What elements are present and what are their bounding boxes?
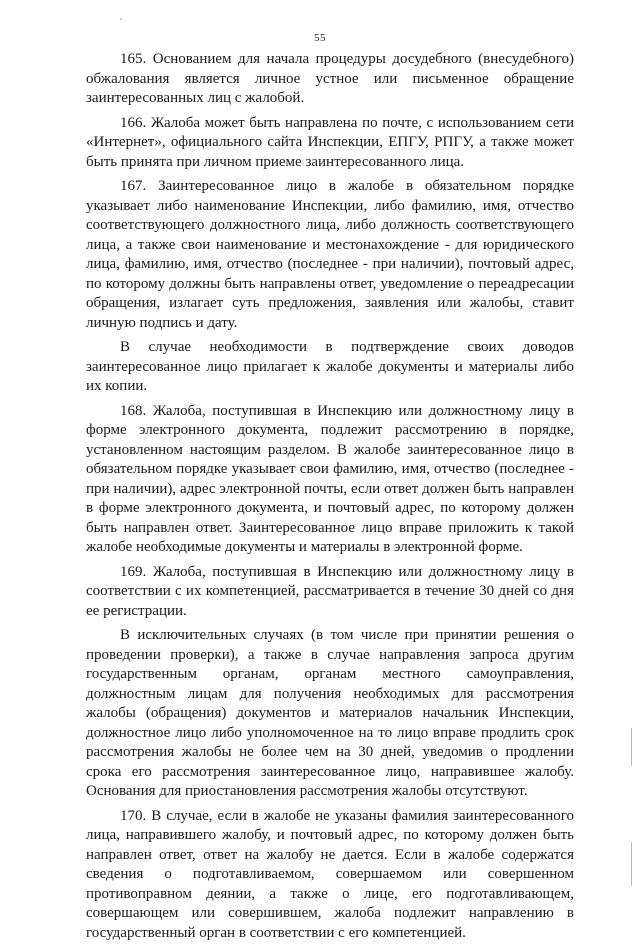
paragraph-167: 167. Заинтересованное лицо в жалобе в обязательном порядке указывает либо наименование Инспекции, либо фамилию, имя, отчество соответствующего должностного лица, либо должность соответствующего лица, а также свои наименование и местонахождение - для юридического лица, фамилию, имя, отчество (последнее - при наличии), почтовый адрес, по которому должны быть направлены ответ, уведомление о переадресации обращения, излагает суть предложения, заявления или жалобы, ставит личную подпись и дату.: [86, 178, 574, 331]
scan-edge-mark: [631, 728, 632, 766]
page-number: 55: [314, 32, 326, 44]
paragraph-170: 170. В случае, если в жалобе не указаны фамилия заинтересованного лица, направившего жалобу, и почтовый адрес, по которому должен быть направлен ответ, ответ на жалобу не дается. Если в жалобе содержатся сведения о подготавливаемом, совершаемом или совершенном противоправном деянии, а также о лице, его подготавливающем, совершающем или совершившем, жалоба подлежит направлению в государственный орган в соответствии с его компетенцией.: [86, 807, 574, 941]
document-body: [86, 50, 574, 948]
paragraph-169-exception: В исключительных случаях (в том числе при принятии решения о проведении проверки), а также в случае направления запроса другим государственным органам, органам местного самоуправления, должностным лицам для получения необходимых для рассмотрения жалобы (обращения) документов и материалов начальник Инспекции, должностное лицо либо уполномоченное на то лицо вправе продлить срок рассмотрения жалобы не более чем на 30 дней, уведомив о продлении срока его рассмотрения заинтересованное лицо, направившее жалобу. Основания для приостановления рассмотрения жалобы отсутствуют.: [86, 627, 574, 799]
paragraph-167-supplement: В случае необходимости в подтверждение своих доводов заинтересованное лицо прилагает к жалобе документы и материалы либо их копии.: [86, 339, 574, 394]
paragraph-168: 168. Жалоба, поступившая в Инспекцию или должностному лицу в форме электронного документа, подлежит рассмотрению в порядке, установленном настоящим разделом. В жалобе заинтересованное лицо в обязательном порядке указывает свои фамилию, имя, отчество (последнее - при наличии), адрес электронной почты, если ответ должен быть направлен в форме электронного документа, и почтовый адрес, по которому должен быть направлен ответ. Заинтересованное лицо вправе приложить к такой жалобе необходимые документы и материалы в электронной форме.: [86, 402, 574, 555]
paragraph-166: 166. Жалоба может быть направлена по почте, с использованием сети «Интернет», официального сайта Инспекции, ЕПГУ, РПГУ, а также может быть принята при личном приеме заинтересованного лица.: [86, 114, 574, 170]
paragraph-169: 169. Жалоба, поступившая в Инспекцию или должностному лицу в соответствии с их компетенцией, рассматривается в течение 30 дней со дня ее регистрации.: [86, 563, 574, 619]
scan-artifact: [120, 18, 122, 20]
paragraph-165: 165. Основанием для начала процедуры досудебного (внесудебного) обжалования является личное устное или письменное обращение заинтересованных лиц с жалобой.: [86, 51, 574, 106]
scan-edge-mark: [631, 842, 632, 886]
